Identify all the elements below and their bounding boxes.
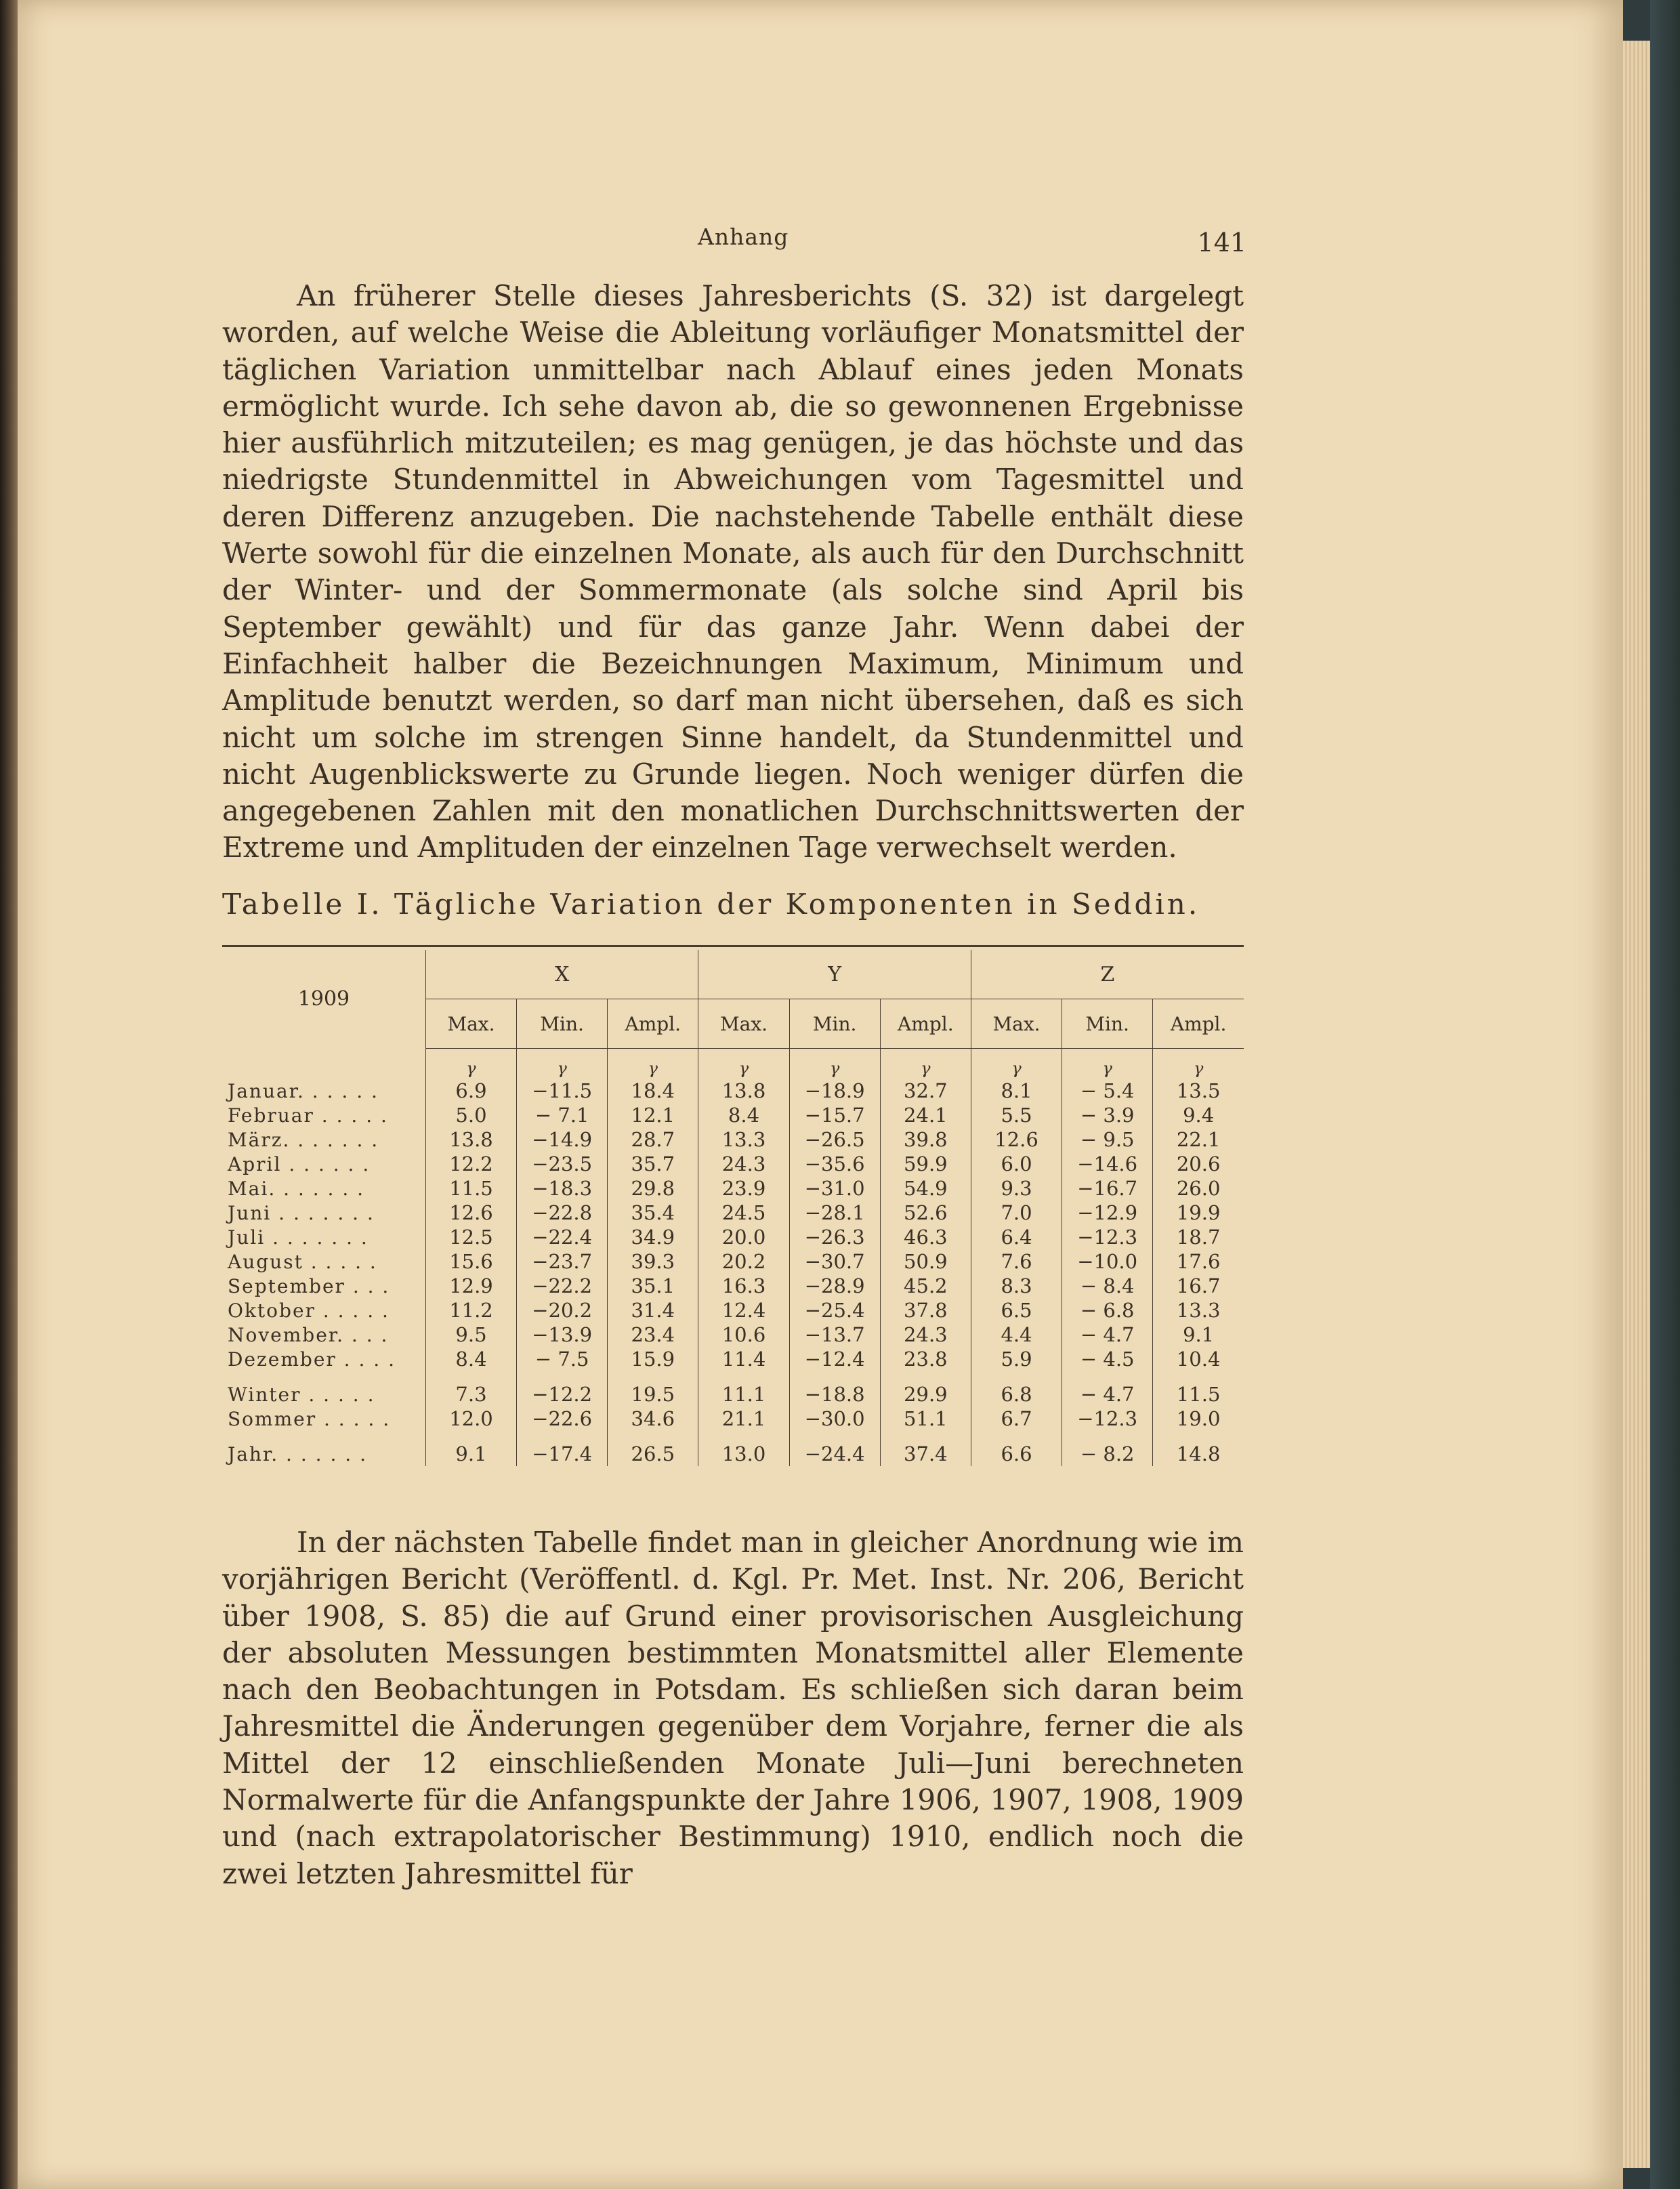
- spacer-cell: [1062, 1431, 1153, 1442]
- row-label: März. . . . . . .: [222, 1127, 425, 1152]
- month-row: [222, 1347, 1244, 1371]
- running-head: Anhang: [698, 224, 789, 250]
- group-header-y: Y: [698, 950, 971, 999]
- table-cell: 6.4: [971, 1225, 1062, 1249]
- table-cell: 51.1: [880, 1406, 971, 1431]
- table-cell: 17.6: [1176, 1250, 1221, 1273]
- table-cell: 34.6: [608, 1406, 698, 1431]
- group-header-x: X: [425, 950, 698, 999]
- column-header: Ampl.: [608, 999, 698, 1049]
- table-cell: 11.5: [425, 1176, 516, 1201]
- table-cell: 13.8: [698, 1079, 789, 1103]
- table-cell: − 4.7: [1062, 1382, 1153, 1406]
- table-cell: 22.1: [1176, 1128, 1221, 1151]
- table-cell: 12.1: [608, 1103, 698, 1127]
- table-cell: 24.5: [698, 1201, 789, 1225]
- table-cell: −23.5: [517, 1152, 608, 1176]
- table-cell: 7.6: [971, 1249, 1062, 1274]
- table-cell: 54.9: [880, 1176, 971, 1201]
- table-cell: −18.3: [517, 1176, 608, 1201]
- row-label: September . . .: [222, 1274, 425, 1298]
- table-cell: γ: [517, 1049, 608, 1079]
- year-header: 1909: [222, 950, 425, 1049]
- table-cell: 11.1: [698, 1382, 789, 1406]
- table-cell: γ: [789, 1049, 880, 1079]
- spacer-cell: [517, 1431, 608, 1442]
- table-cell: 12.0: [425, 1406, 516, 1431]
- table-cell: 8.4: [425, 1347, 516, 1371]
- table-cell: 9.5: [425, 1322, 516, 1347]
- table-cell: 24.1: [880, 1103, 971, 1127]
- table-cell: 6.0: [971, 1152, 1062, 1176]
- page-number: 141: [1197, 228, 1246, 257]
- table-cell: 7.0: [971, 1201, 1062, 1225]
- row-label: April . . . . . .: [222, 1152, 425, 1176]
- table-cell: 13.5: [1176, 1079, 1221, 1102]
- table-cell: − 9.5: [1062, 1127, 1153, 1152]
- table-cell: 14.8: [1176, 1442, 1221, 1465]
- column-header: Max.: [698, 999, 789, 1049]
- table-cell: − 6.8: [1062, 1298, 1153, 1322]
- data-table: [222, 950, 1244, 1466]
- unit-row: [222, 1049, 1244, 1079]
- month-row: [222, 1274, 1244, 1298]
- table-cell: −28.1: [789, 1201, 880, 1225]
- table-cell: 20.6: [1176, 1152, 1221, 1175]
- table-cell: 19.9: [1176, 1201, 1221, 1224]
- table-cell: 12.6: [425, 1201, 516, 1225]
- row-label: Mai. . . . . . .: [222, 1176, 425, 1201]
- month-row: [222, 1079, 1244, 1103]
- table-cell: −35.6: [789, 1152, 880, 1176]
- spacer-cell: [698, 1431, 789, 1442]
- table-cell: −18.8: [789, 1382, 880, 1406]
- table-cell: 24.3: [880, 1322, 971, 1347]
- table-cell: 50.9: [880, 1249, 971, 1274]
- table-cell: −13.7: [789, 1322, 880, 1347]
- table-cell: 12.6: [971, 1127, 1062, 1152]
- table-cell: γ: [1062, 1049, 1153, 1079]
- table-caption: Tabelle I. Tägliche Variation der Komponenten in Seddin.: [222, 888, 1200, 921]
- table-cell: 45.2: [880, 1274, 971, 1298]
- row-label: August . . . . .: [222, 1249, 425, 1274]
- table-cell: −12.3: [1062, 1225, 1153, 1249]
- table-cell: 23.8: [880, 1347, 971, 1371]
- table-cell: 11.5: [1176, 1383, 1221, 1406]
- table-cell: 16.3: [698, 1274, 789, 1298]
- table-cell: 59.9: [880, 1152, 971, 1176]
- table-cell: γ: [608, 1049, 698, 1079]
- table-cell: −24.4: [789, 1442, 880, 1466]
- table-cell: 26.0: [1176, 1177, 1221, 1200]
- table-cell: 35.4: [608, 1201, 698, 1225]
- spacer-cell: [608, 1431, 698, 1442]
- table-cell: − 8.2: [1062, 1442, 1153, 1466]
- table-cell: −13.9: [517, 1322, 608, 1347]
- table-cell: 20.2: [698, 1249, 789, 1274]
- page-header: [224, 224, 1246, 257]
- row-label: Februar . . . . .: [222, 1103, 425, 1127]
- spacer-cell: [880, 1371, 971, 1382]
- table-cell: −28.9: [789, 1274, 880, 1298]
- table-cell: − 7.5: [517, 1347, 608, 1371]
- table-cell: 39.8: [880, 1127, 971, 1152]
- table-cell: 35.1: [608, 1274, 698, 1298]
- month-row: [222, 1298, 1244, 1322]
- table-cell: 15.6: [425, 1249, 516, 1274]
- spacer-cell: [1153, 1371, 1244, 1382]
- table-cell: 5.5: [971, 1103, 1062, 1127]
- intro-paragraph: [222, 278, 1244, 867]
- row-label: Oktober . . . . .: [222, 1298, 425, 1322]
- table-cell: −12.2: [517, 1382, 608, 1406]
- table-cell: 21.1: [698, 1406, 789, 1431]
- table-cell: −17.4: [517, 1442, 608, 1466]
- table-cell: 29.8: [608, 1176, 698, 1201]
- table-cell: −26.3: [789, 1225, 880, 1249]
- spacer-cell: [222, 1371, 425, 1382]
- table-cell: −16.7: [1062, 1176, 1153, 1201]
- table-cell: 6.5: [971, 1298, 1062, 1322]
- table-cell: −22.2: [517, 1274, 608, 1298]
- table-cell: 6.7: [971, 1406, 1062, 1431]
- row-label: [222, 1049, 425, 1079]
- book-cover-right: [1650, 0, 1680, 2189]
- table-cell: γ: [1193, 1059, 1204, 1078]
- spacer-cell: [971, 1431, 1062, 1442]
- table-cell: 37.4: [880, 1442, 971, 1466]
- table-cell: −23.7: [517, 1249, 608, 1274]
- table-cell: 29.9: [880, 1382, 971, 1406]
- table-cell: 28.7: [608, 1127, 698, 1152]
- spacer-cell: [517, 1371, 608, 1382]
- followup-paragraph: [222, 1524, 1244, 1892]
- table-cell: −11.5: [517, 1079, 608, 1103]
- row-label: Januar. . . . . .: [222, 1079, 425, 1103]
- row-spacer: [222, 1371, 1244, 1382]
- table-cell: −26.5: [789, 1127, 880, 1152]
- table-cell: 32.7: [880, 1079, 971, 1103]
- table-cell: 23.4: [608, 1322, 698, 1347]
- table-cell: −12.9: [1062, 1201, 1153, 1225]
- table-cell: 4.4: [971, 1322, 1062, 1347]
- table-cell: 12.5: [425, 1225, 516, 1249]
- row-label: Jahr. . . . . . .: [222, 1442, 425, 1466]
- spacer-cell: [222, 1431, 425, 1442]
- table-cell: 8.3: [971, 1274, 1062, 1298]
- book-spine-left: [0, 0, 18, 2189]
- season-row: [222, 1382, 1244, 1406]
- column-header: Max.: [971, 999, 1062, 1049]
- row-label: Sommer . . . . .: [222, 1406, 425, 1431]
- table-cell: 13.8: [425, 1127, 516, 1152]
- table-cell: 15.9: [608, 1347, 698, 1371]
- table-cell: 6.9: [425, 1079, 516, 1103]
- column-header: Ampl.: [880, 999, 971, 1049]
- table-cell: 9.1: [1183, 1323, 1215, 1346]
- month-row: [222, 1225, 1244, 1249]
- month-row: [222, 1176, 1244, 1201]
- table-cell: −15.7: [789, 1103, 880, 1127]
- table-cell: − 4.7: [1062, 1322, 1153, 1347]
- table-cell: −14.6: [1062, 1152, 1153, 1176]
- page-edges: [1623, 41, 1650, 2168]
- table-cell: 18.4: [608, 1079, 698, 1103]
- table-cell: 10.4: [1176, 1348, 1221, 1371]
- table-cell: 12.4: [698, 1298, 789, 1322]
- table-cell: − 3.9: [1062, 1103, 1153, 1127]
- table-cell: −14.9: [517, 1127, 608, 1152]
- table-cell: 6.8: [971, 1382, 1062, 1406]
- column-header: Ampl.: [1153, 999, 1244, 1049]
- month-row: [222, 1127, 1244, 1152]
- spacer-cell: [880, 1431, 971, 1442]
- table-cell: 19.5: [608, 1382, 698, 1406]
- table-cell: 11.2: [425, 1298, 516, 1322]
- column-header: Min.: [1062, 999, 1153, 1049]
- followup-paragraph-text: In der nächsten Tabelle findet man in gleicher Anordnung wie im vorjährigen Bericht (Veröffentl. d. Kgl. Pr. Met. Inst. Nr. 206, Bericht über 1908, S. 85) die auf Grund einer provisorischen Ausgleichung der absoluten Messungen bestimmten Monatsmittel aller Elemente nach den Beobachtungen in Potsdam. Es schließen sich daran beim Jahresmittel die Änderungen gegenüber dem Vorjahre, ferner die als Mittel der 12 einschließenden Monate Juli—Juni berechneten Normalwerte für die Anfangspunkte der Jahre 1906, 1907, 1908, 1909 und (nach extrapolatorischer Bestimmung) 1910, endlich noch die zwei letzten Jahresmittel für: [222, 1526, 1244, 1890]
- table-cell: 6.6: [971, 1442, 1062, 1466]
- table-top-rule: [222, 945, 1244, 947]
- table-cell: − 4.5: [1062, 1347, 1153, 1371]
- table-cell: γ: [698, 1049, 789, 1079]
- table-cell: 24.3: [698, 1152, 789, 1176]
- table-cell: γ: [880, 1049, 971, 1079]
- season-row: [222, 1406, 1244, 1431]
- spacer-cell: [789, 1371, 880, 1382]
- annual-row: [222, 1442, 1244, 1466]
- table-cell: 37.8: [880, 1298, 971, 1322]
- table-cell: 16.7: [1176, 1274, 1221, 1297]
- row-spacer: [222, 1431, 1244, 1442]
- table-cell: 8.1: [971, 1079, 1062, 1103]
- spacer-cell: [608, 1371, 698, 1382]
- table-cell: 13.3: [698, 1127, 789, 1152]
- table-cell: 10.6: [698, 1322, 789, 1347]
- month-row: [222, 1152, 1244, 1176]
- table-cell: 20.0: [698, 1225, 789, 1249]
- spacer-cell: [1153, 1431, 1244, 1442]
- spacer-cell: [1062, 1371, 1153, 1382]
- row-label: Winter . . . . .: [222, 1382, 425, 1406]
- group-header-z: Z: [971, 950, 1244, 999]
- table-cell: 46.3: [880, 1225, 971, 1249]
- table-cell: 12.9: [425, 1274, 516, 1298]
- table-cell: 7.3: [425, 1382, 516, 1406]
- table-cell: −25.4: [789, 1298, 880, 1322]
- table-cell: γ: [425, 1049, 516, 1079]
- spacer-cell: [971, 1371, 1062, 1382]
- variation-table: [222, 945, 1244, 1466]
- column-header: Min.: [789, 999, 880, 1049]
- table-cell: −22.6: [517, 1406, 608, 1431]
- table-cell: −22.4: [517, 1225, 608, 1249]
- table-cell: 26.5: [608, 1442, 698, 1466]
- spacer-cell: [698, 1371, 789, 1382]
- table-cell: 52.6: [880, 1201, 971, 1225]
- table-cell: −12.4: [789, 1347, 880, 1371]
- table-cell: 18.7: [1176, 1226, 1221, 1249]
- intro-paragraph-text: An früherer Stelle dieses Jahresberichts (S. 32) ist dargelegt worden, auf welche Weise die Ableitung vorläufiger Monatsmittel der täglichen Variation unmittelbar nach Ablauf eines jeden Monats ermöglicht wurde. Ich sehe davon ab, die so gewonnenen Ergebnisse hier ausführlich mitzuteilen; es mag genügen, je das höchste und das niedrigste Stundenmittel in Abweichungen vom Tagesmittel und deren Differenz anzugeben. Die nachstehende Tabelle enthält diese Werte sowohl für die einzelnen Monate, als auch für den Durchschnitt der Winter- und der Sommermonate (als solche sind April bis September gewählt) und für das ganze Jahr. Wenn dabei der Einfachheit halber die Bezeichnungen Maximum, Minimum und Amplitude benutzt werden, so darf man nicht übersehen, daß es sich nicht um solche im strengen Sinne handelt, da Stundenmittel und nicht Augenblickswerte zu Grunde liegen. Noch weniger dürfen die angegebenen Zahlen mit den monatlichen Durchschnittswerten der Extreme und Amplituden der einzelnen Tage verwechselt werden.: [222, 279, 1244, 864]
- table-cell: −22.8: [517, 1201, 608, 1225]
- table-cell: −10.0: [1062, 1249, 1153, 1274]
- table-cell: 9.3: [971, 1176, 1062, 1201]
- table-cell: 5.9: [971, 1347, 1062, 1371]
- month-row: [222, 1201, 1244, 1225]
- table-cell: −31.0: [789, 1176, 880, 1201]
- table-cell: 23.9: [698, 1176, 789, 1201]
- spacer-cell: [789, 1431, 880, 1442]
- table-cell: 34.9: [608, 1225, 698, 1249]
- table-cell: 13.3: [1176, 1299, 1221, 1322]
- row-label: Dezember . . . .: [222, 1347, 425, 1371]
- table-cell: − 8.4: [1062, 1274, 1153, 1298]
- row-label: November. . . .: [222, 1322, 425, 1347]
- table-cell: 8.4: [698, 1103, 789, 1127]
- column-header: Max.: [425, 999, 516, 1049]
- spacer-cell: [425, 1371, 516, 1382]
- table-body: [222, 1049, 1244, 1467]
- row-label: Juni . . . . . . .: [222, 1201, 425, 1225]
- month-row: [222, 1249, 1244, 1274]
- table-cell: −12.3: [1062, 1406, 1153, 1431]
- table-cell: 12.2: [425, 1152, 516, 1176]
- table-cell: − 7.1: [517, 1103, 608, 1127]
- spacer-cell: [425, 1431, 516, 1442]
- table-cell: − 5.4: [1062, 1079, 1153, 1103]
- table-cell: 9.4: [1183, 1104, 1215, 1127]
- table-cell: 5.0: [425, 1103, 516, 1127]
- table-cell: −30.0: [789, 1406, 880, 1431]
- month-row: [222, 1322, 1244, 1347]
- table-cell: γ: [971, 1049, 1062, 1079]
- table-cell: −20.2: [517, 1298, 608, 1322]
- table-cell: 9.1: [425, 1442, 516, 1466]
- table-cell: −18.9: [789, 1079, 880, 1103]
- table-cell: 19.0: [1176, 1407, 1221, 1430]
- table-cell: 11.4: [698, 1347, 789, 1371]
- column-header: Min.: [517, 999, 608, 1049]
- table-cell: −30.7: [789, 1249, 880, 1274]
- table-cell: 35.7: [608, 1152, 698, 1176]
- row-label: Juli . . . . . . .: [222, 1225, 425, 1249]
- table-cell: 39.3: [608, 1249, 698, 1274]
- table-cell: 31.4: [608, 1298, 698, 1322]
- month-row: [222, 1103, 1244, 1127]
- table-cell: 13.0: [698, 1442, 789, 1466]
